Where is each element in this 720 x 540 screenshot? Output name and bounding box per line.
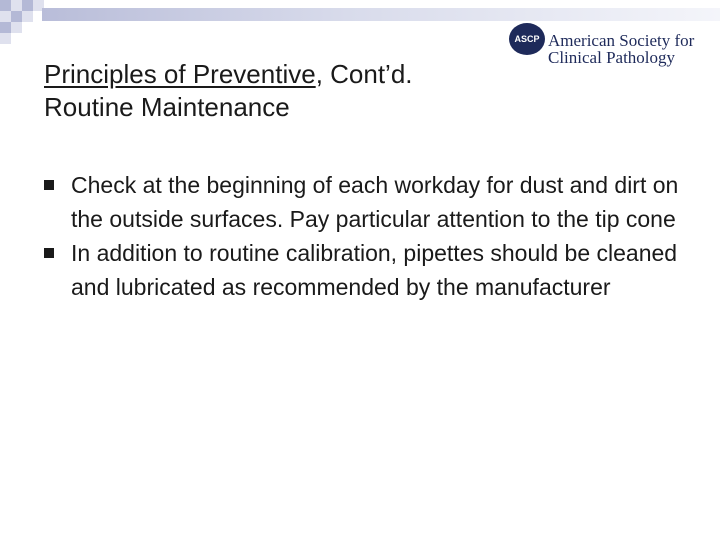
logo-wordmark [548, 32, 708, 66]
bullet-list [44, 168, 684, 304]
bullet-item [44, 168, 684, 236]
ascp-logo-badge [508, 22, 546, 56]
square-bullet-icon [44, 248, 54, 258]
bullet-text: In addition to routine calibration, pipettes should be cleaned and lubricated as recommended by the manufacturer [71, 240, 678, 300]
ascp-logo [508, 22, 708, 78]
logo-badge-text: ASCP [514, 34, 540, 44]
slide-title [44, 58, 514, 124]
logo-line-2: Clinical Pathology [548, 48, 676, 67]
title-suffix: , Cont’d. [315, 59, 413, 89]
bullet-text: Check at the beginning of each workday for dust and dirt on the outside surfaces. Pay particular attention to the tip cone [71, 172, 679, 232]
square-bullet-icon [44, 180, 54, 190]
title-underlined: Principles of Preventive [44, 59, 316, 89]
bullet-item [44, 236, 684, 304]
header-bar [42, 8, 720, 21]
logo-line-1: American Society for [548, 31, 695, 50]
title-line-2: Routine Maintenance [44, 92, 290, 122]
